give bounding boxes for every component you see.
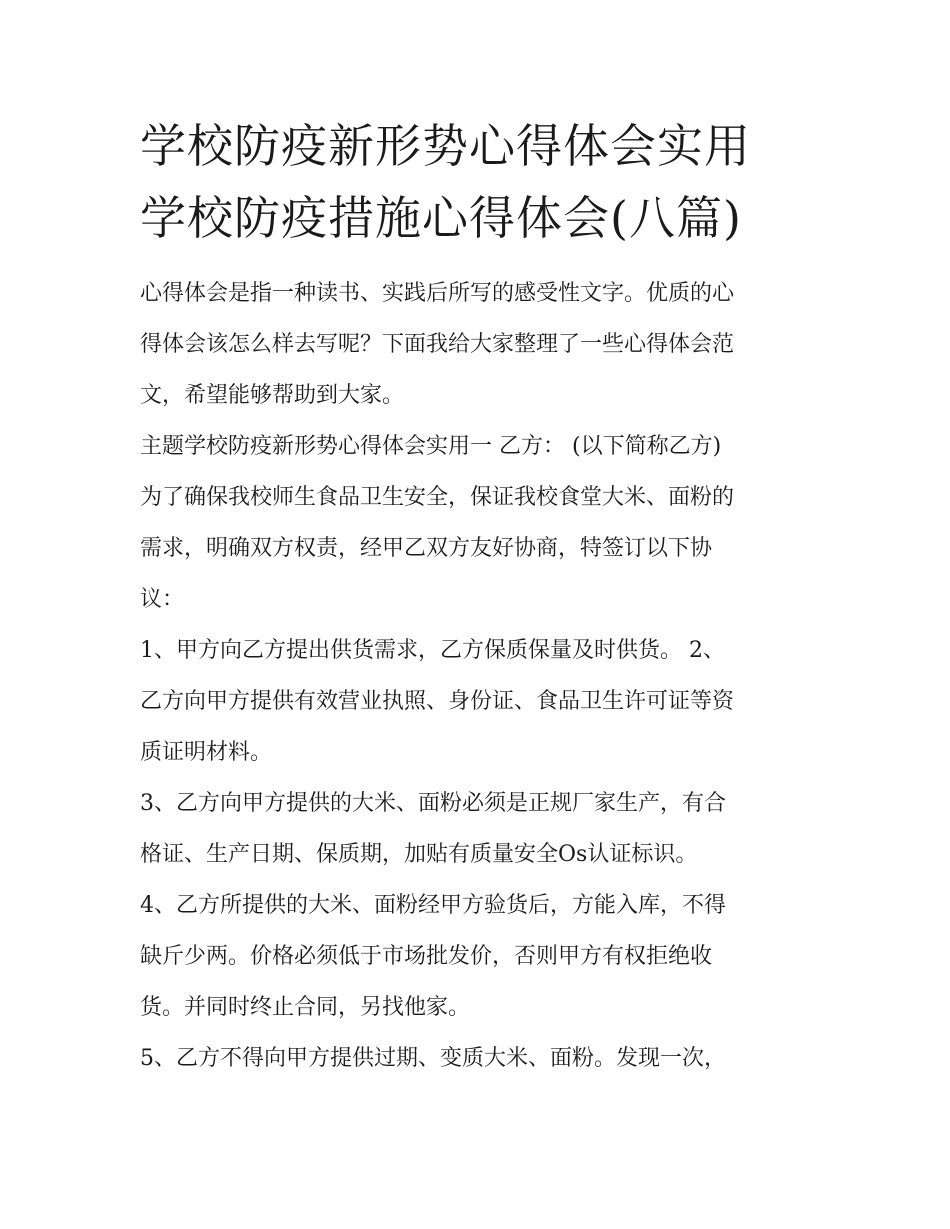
paragraph-clause-3: [140, 778, 820, 880]
paragraph-line: 主题学校防疫新形势心得体会实用一 乙方： (以下简称乙方): [140, 434, 722, 459]
paragraph-line: 质证明材料。: [140, 740, 273, 765]
paragraph-clause-1-2: [140, 625, 820, 778]
paragraph-line: 格证、生产日期、保质期，加贴有质量安全Os认证标识。: [140, 842, 698, 867]
title-line-2: 学校防疫措施心得体会(八篇): [140, 191, 742, 245]
paragraph-line: 货。并同时终止合同，另找他家。: [140, 995, 471, 1020]
paragraph-line: 缺斤少两。价格必须低于市场批发价，否则甲方有权拒绝收: [140, 944, 713, 969]
document-title: [140, 110, 820, 254]
paragraph-line: 4、乙方所提供的大米、面粉经甲方验货后，方能入库，不得: [140, 893, 726, 918]
paragraph-line: 5、乙方不得向甲方提供过期、变质大米、面粉。发现一次，: [140, 1046, 726, 1071]
paragraph-line: 3、乙方向甲方提供的大米、面粉必须是正规厂家生产，有合: [140, 791, 726, 816]
paragraph-topic: [140, 421, 820, 625]
paragraph-line: 心得体会是指一种读书、实践后所写的感受性文字。优质的心: [140, 281, 735, 306]
paragraph-line: 议：: [140, 587, 185, 612]
title-line-1: 学校防疫新形势心得体会实用: [140, 119, 751, 173]
paragraph-line: 需求，明确双方权责，经甲乙双方友好协商，特签订以下协: [140, 536, 713, 561]
paragraph-intro: [140, 268, 820, 421]
paragraph-clause-5: [140, 1033, 820, 1084]
paragraph-line: 1、甲方向乙方提出供货需求，乙方保质保量及时供货。 2、: [140, 638, 725, 663]
paragraph-line: 乙方向甲方提供有效营业执照、身份证、食品卫生许可证等资: [140, 689, 735, 714]
document-page: [140, 110, 820, 1084]
paragraph-clause-4: [140, 880, 820, 1033]
paragraph-line: 文，希望能够帮助到大家。: [140, 383, 405, 408]
paragraph-line: 得体会该怎么样去写呢？下面我给大家整理了一些心得体会范: [140, 332, 735, 357]
paragraph-line: 为了确保我校师生食品卫生安全，保证我校食堂大米、面粉的: [140, 485, 735, 510]
